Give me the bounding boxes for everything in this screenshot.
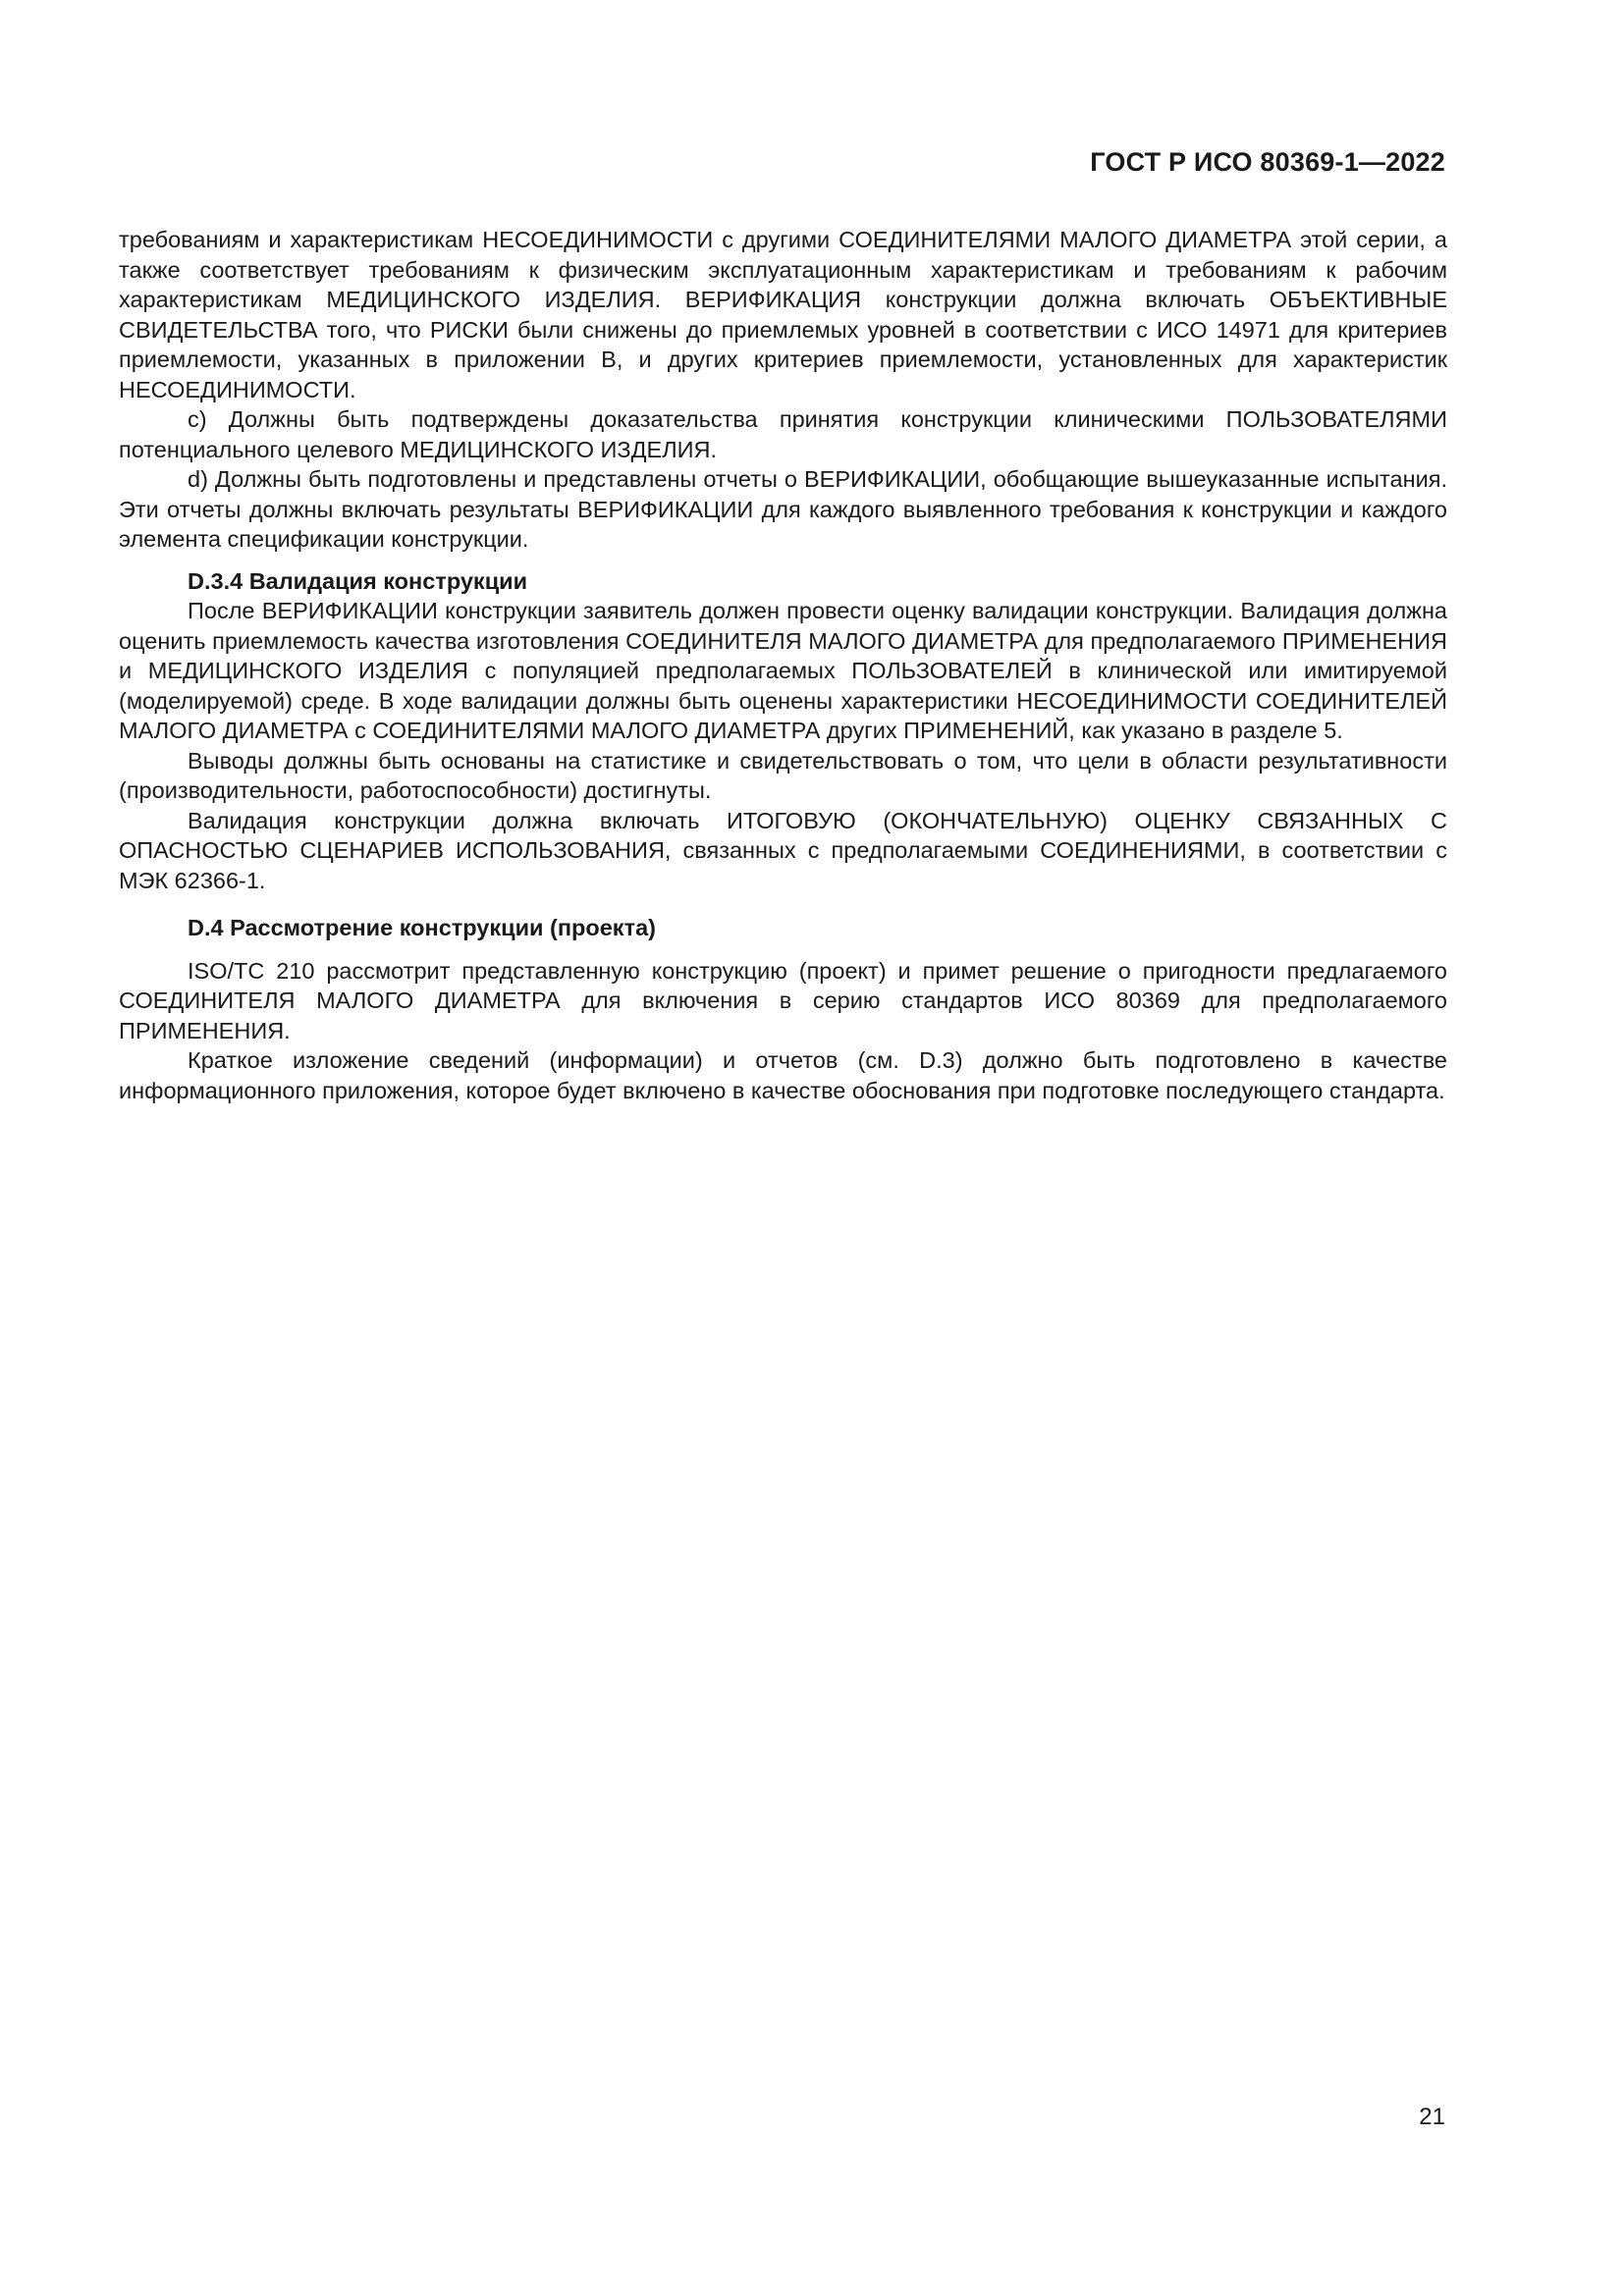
list-item-d: d) Должны быть подготовлены и представлены отчеты о ВЕРИФИКАЦИИ, обобщающие вышеуказанные испытания. Эти отчеты должны включать результаты ВЕРИФИКАЦИИ для каждого выявленного требования к конструкции и каждого элемента спецификации конструкции. — [119, 466, 1447, 552]
document-id-header: ГОСТ Р ИСО 80369-1—2022 — [1090, 147, 1445, 177]
section-d4-paragraph-1: ISO/TC 210 рассмотрит представленную конструкцию (проект) и примет решение о пригодности предлагаемого СОЕДИНИТЕЛЯ МАЛОГО ДИАМЕТРА для включения в серию стандартов ИСО 80369 для предполагаемого ПРИМЕНЕНИЯ. — [119, 957, 1447, 1043]
section-d34-paragraph-1: После ВЕРИФИКАЦИИ конструкции заявитель должен провести оценку валидации конструкции. Валидация должна оценить приемлемость качества изготовления СОЕДИНИТЕЛЯ МАЛОГО ДИАМЕТРА для предполагаемого ПРИМЕНЕНИЯ и МЕДИЦИНСКОГО ИЗДЕЛИЯ с популяцией предполагаемых ПОЛЬЗОВАТЕЛЕЙ в клинической или имитируемой (моделируемой) среде. В ходе валидации должны быть оценены характеристики НЕСОЕДИНИМОСТИ СОЕДИНИТЕЛЕЙ МАЛОГО ДИАМЕТРА с СОЕДИНИТЕЛЯМИ МАЛОГО ДИАМЕТРА других ПРИМЕНЕНИЙ, как указано в разделе 5. — [119, 598, 1447, 743]
section-d34-paragraph-2: Выводы должны быть основаны на статистике и свидетельствовать о том, что цели в области результативности (производительности, работоспособности) достигнуты. — [119, 747, 1447, 803]
section-heading-d34: D.3.4 Валидация конструкции — [188, 567, 528, 594]
list-item-c: c) Должны быть подтверждены доказательства принятия конструкции клиническими ПОЛЬЗОВАТЕЛЯМИ потенциального целевого МЕДИЦИНСКОГО ИЗДЕЛИЯ. — [119, 406, 1447, 462]
section-heading-d4: D.4 Рассмотрение конструкции (проекта) — [188, 915, 656, 940]
section-d34-paragraph-3: Валидация конструкции должна включать ИТОГОВУЮ (ОКОНЧАТЕЛЬНУЮ) ОЦЕНКУ СВЯЗАННЫХ С ОПАСНОСТЬЮ СЦЕНАРИЕВ ИСПОЛЬЗОВАНИЯ, связанных с предполагаемыми СОЕДИНЕНИЯМИ, в соответствии с МЭК 62366-1. — [119, 807, 1447, 893]
section-d4-paragraph-2: Краткое изложение сведений (информации) и отчетов (см. D.3) должно быть подготовлено в качестве информационного приложения, которое будет включено в качестве обоснования при подготовке последующего стандарта. — [119, 1047, 1447, 1103]
page-body — [119, 225, 1447, 1105]
continuation-paragraph: требованиям и характеристикам НЕСОЕДИНИМОСТИ с другими СОЕДИНИТЕЛЯМИ МАЛОГО ДИАМЕТРА этой серии, а также соответствует требованиям к физическим эксплуатационным характеристикам и требованиям к рабочим характеристикам МЕДИЦИНСКОГО ИЗДЕЛИЯ. ВЕРИФИКАЦИЯ конструкции должна включать ОБЪЕКТИВНЫЕ СВИДЕТЕЛЬСТВА того, что РИСКИ были снижены до приемлемых уровней в соответствии с ИСО 14971 для критериев приемлемости, указанных в приложении B, и других критериев приемлемости, установленных для характеристик НЕСОЕДИНИМОСТИ. — [119, 227, 1447, 402]
page-number: 21 — [1419, 2104, 1445, 2130]
